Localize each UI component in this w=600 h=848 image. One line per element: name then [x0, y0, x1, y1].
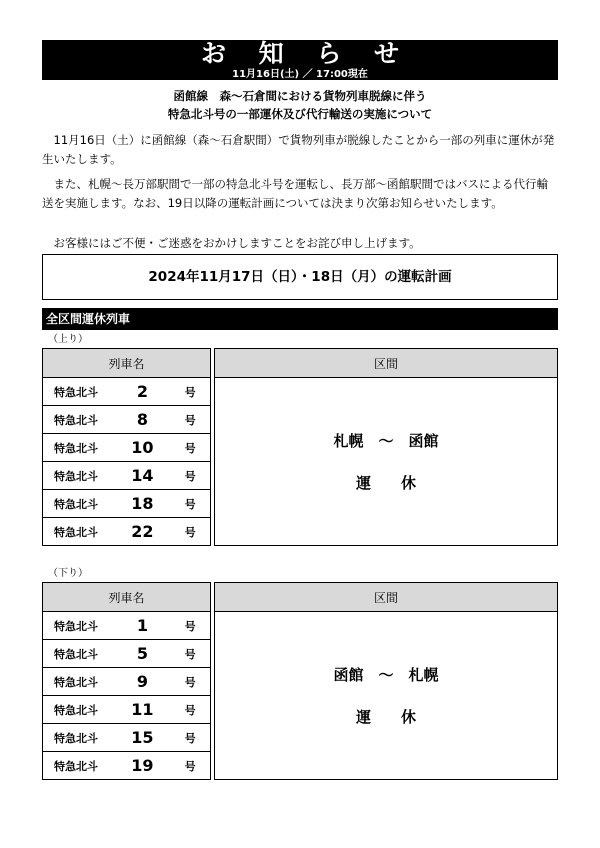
notice-banner	[42, 40, 558, 80]
paragraph-2: また、札幌～長万部駅間で一部の特急北斗号を運転し、長万部～函館駅間ではバスによる代行輸送を実施します。なお、19日以降の運転計画については決まり次第お知らせいたします。	[42, 177, 548, 210]
train-number: 5	[136, 644, 148, 663]
train-number: 10	[131, 438, 154, 457]
train-prefix: 特急北斗	[54, 385, 98, 399]
train-name-cell	[43, 612, 211, 640]
train-number: 19	[131, 756, 154, 775]
column-gap	[211, 462, 215, 490]
train-suffix: 号	[184, 759, 196, 773]
train-name-cell	[43, 724, 211, 752]
train-suffix: 号	[184, 469, 196, 483]
train-prefix: 特急北斗	[54, 759, 98, 773]
train-prefix: 特急北斗	[54, 525, 98, 539]
up-section-cell	[215, 378, 558, 546]
train-suffix: 号	[184, 525, 196, 539]
down-col-section-header: 区間	[215, 583, 558, 612]
train-name-cell	[43, 462, 211, 490]
headline-line-1: 函館線 森～石倉間における貨物列車脱線に伴う	[173, 89, 427, 103]
train-prefix: 特急北斗	[54, 413, 98, 427]
column-gap	[211, 406, 215, 434]
train-suffix: 号	[184, 619, 196, 633]
train-prefix: 特急北斗	[54, 441, 98, 455]
column-gap	[211, 640, 215, 668]
headline-line-2: 特急北斗号の一部運休及び代行輸送の実施について	[167, 107, 433, 121]
train-name-cell	[43, 696, 211, 724]
train-name-cell	[43, 490, 211, 518]
train-suffix: 号	[184, 441, 196, 455]
down-direction-label: （下り）	[48, 568, 88, 579]
train-suffix: 号	[184, 675, 196, 689]
section-title: 全区間運休列車	[46, 312, 131, 326]
train-name-cell	[43, 668, 211, 696]
section-status: 運 休	[355, 707, 416, 726]
up-train-table	[42, 348, 558, 546]
train-name-cell	[43, 518, 211, 546]
paragraph-3: お客様にはご不便・ご迷惑をおかけしますことをお詫び申し上げます。	[53, 236, 421, 250]
column-gap	[211, 434, 215, 462]
train-suffix: 号	[184, 647, 196, 661]
column-gap	[211, 518, 215, 546]
down-train-table	[42, 582, 558, 780]
train-number: 2	[136, 382, 148, 401]
table-row	[43, 378, 558, 406]
column-gap	[211, 752, 215, 780]
train-name-cell	[43, 640, 211, 668]
train-prefix: 特急北斗	[54, 469, 98, 483]
down-col-train-header: 列車名	[43, 583, 211, 612]
column-gap	[211, 490, 215, 518]
train-number: 14	[131, 466, 154, 485]
train-name-cell	[43, 752, 211, 780]
train-suffix: 号	[184, 703, 196, 717]
train-number: 18	[131, 494, 154, 513]
train-name-cell	[43, 378, 211, 406]
section-route: 函館 ～ 札幌	[333, 665, 439, 684]
train-prefix: 特急北斗	[54, 731, 98, 745]
train-name-cell	[43, 406, 211, 434]
up-col-train-header: 列車名	[43, 349, 211, 378]
down-section-cell	[215, 612, 558, 780]
table-row	[43, 612, 558, 640]
train-number: 8	[136, 410, 148, 429]
train-prefix: 特急北斗	[54, 675, 98, 689]
train-number: 9	[136, 672, 148, 691]
train-suffix: 号	[184, 731, 196, 745]
column-gap	[211, 724, 215, 752]
train-prefix: 特急北斗	[54, 647, 98, 661]
section-title-bar	[42, 308, 558, 330]
paragraph-1: 11月16日（土）に函館線（森～石倉駅間）で貨物列車が脱線したことから一部の列車に運休が発生いたします。	[42, 133, 555, 166]
train-prefix: 特急北斗	[54, 619, 98, 633]
train-number: 1	[136, 616, 148, 635]
train-suffix: 号	[184, 385, 196, 399]
section-route: 札幌 ～ 函館	[333, 431, 439, 450]
plan-title: 2024年11月17日（日）・18日（月）の運転計画	[148, 269, 452, 285]
train-number: 15	[131, 728, 154, 747]
train-number: 22	[131, 522, 154, 541]
section-status: 運 休	[355, 473, 416, 492]
train-name-cell	[43, 434, 211, 462]
up-col-section-header: 区間	[215, 349, 558, 378]
train-suffix: 号	[184, 413, 196, 427]
notice-date: 11月16日(土) ／ 17:00現在	[232, 69, 368, 80]
train-suffix: 号	[184, 497, 196, 511]
up-direction-label: （上り）	[48, 334, 88, 345]
plan-title-box	[42, 254, 558, 300]
train-prefix: 特急北斗	[54, 497, 98, 511]
train-prefix: 特急北斗	[54, 703, 98, 717]
column-gap	[211, 668, 215, 696]
column-gap	[211, 696, 215, 724]
notice-title: お 知 ら せ	[200, 39, 412, 68]
train-number: 11	[131, 700, 154, 719]
